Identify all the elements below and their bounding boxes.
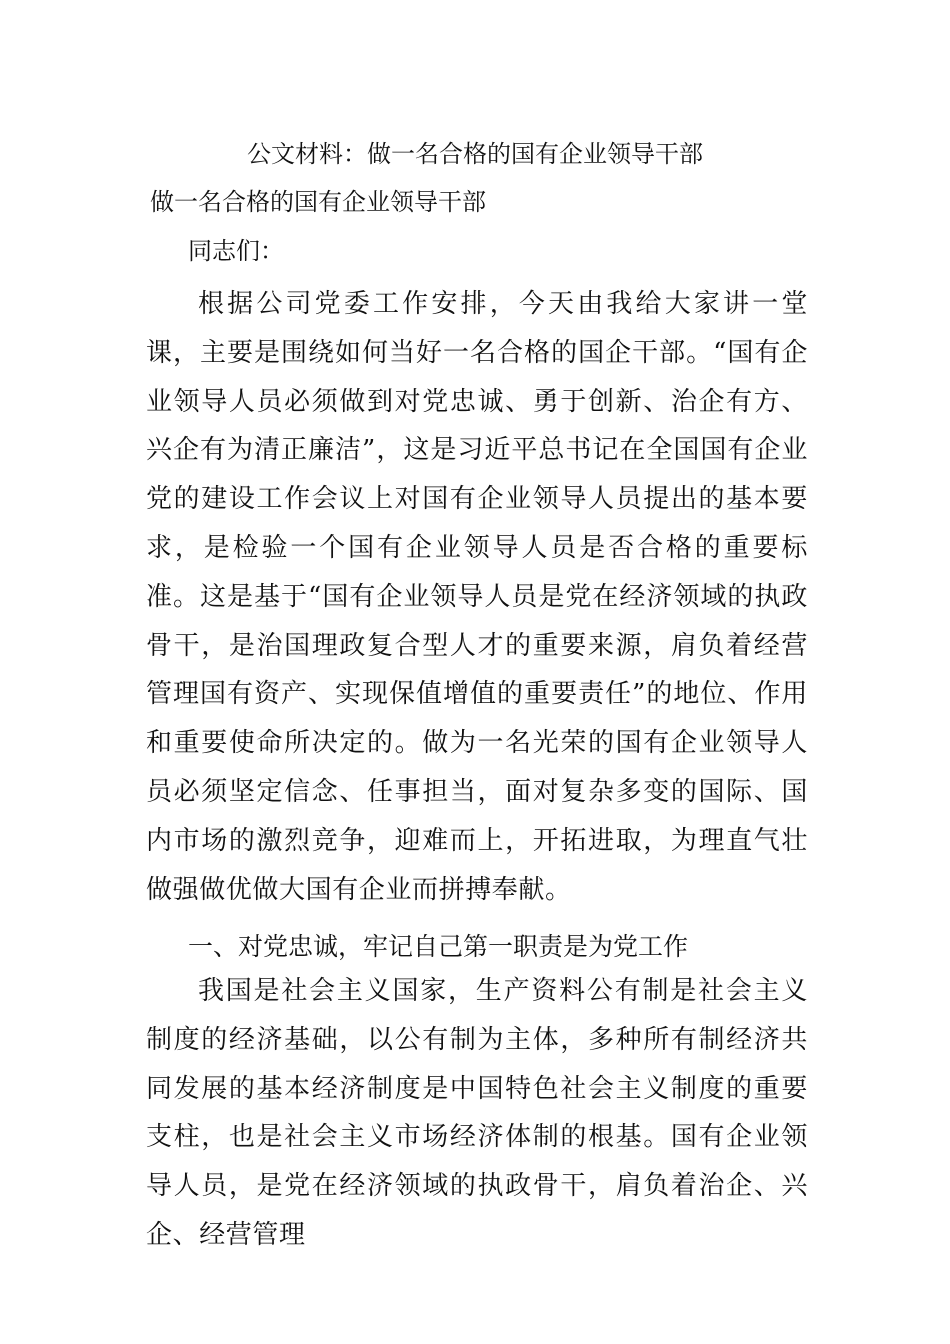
- document-subtitle: 做一名合格的国有企业领导干部: [150, 188, 486, 216]
- document-title: 公文材料：做一名合格的国有企业领导干部: [247, 140, 703, 168]
- paragraph-section-1: 我国是社会主义国家，生产资料公有制是社会主义制度的经济基础，以公有制为主体，多种所有制经济共同发展的基本经济制度是中国特色社会主义制度的重要支柱，也是社会主义市场经济体制的根基。国有企业领导人员，是党在经济领域的执政骨干，肩负着治企、兴企、经营管理: [146, 976, 808, 1250]
- salutation: 同志们：: [188, 237, 284, 265]
- section-heading-1: 一、对党忠诚，牢记自己第一职责是为党工作: [188, 932, 689, 961]
- paragraph-intro: 根据公司党委工作安排，今天由我给大家讲一堂课，主要是围绕如何当好一名合格的国企干部。“国有企业领导人员必须做到对党忠诚、勇于创新、治企有方、兴企有为清正廉洁”，这是习近平总书记在全国国有企业党的建设工作会议上对国有企业领导人员提出的基本要求，是检验一个国有企业领导人员是否合格的重要标准。这是基于“国有企业领导人员是党在经济领域的执政骨干，是治国理政复合型人才的重要来源，肩负着经营管理国有资产、实现保值增值的重要责任”的地位、作用和重要使命所决定的。做为一名光荣的国有企业领导人员必须坚定信念、任事担当，面对复杂多变的国际、国内市场的激烈竞争，迎难而上，开拓进取，为理直气壮做强做优做大国有企业而拼搏奉献。: [146, 289, 808, 905]
